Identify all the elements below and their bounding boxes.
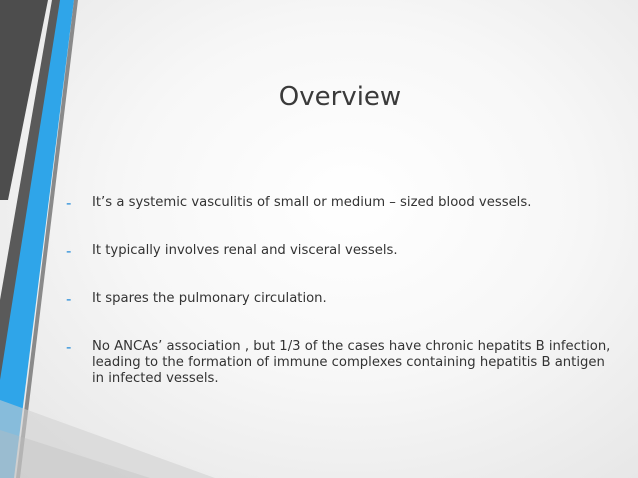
bullet-dash-icon: - (66, 290, 72, 308)
bullet-text-3: It spares the pulmonary circulation. (92, 291, 327, 306)
bullet-dash-icon: - (66, 242, 72, 260)
slide-title: Overview (278, 82, 402, 112)
bullet-item-1 (66, 195, 612, 211)
bullet-item-3 (66, 291, 612, 307)
bullet-text-1: It’s a systemic vasculitis of small or medium – sized blood vessels. (92, 195, 532, 210)
bullet-text-2: It typically involves renal and visceral vessels. (92, 243, 398, 258)
bullet-item-4 (66, 339, 612, 387)
bullet-text-4: No ANCAs’ association , but 1/3 of the cases have chronic hepatits B infection, leading to the formation of immune complexes containing hepatitis B antigen in infected vessels. (92, 339, 611, 386)
bullet-dash-icon: - (66, 194, 72, 212)
bullet-dash-icon: - (66, 338, 72, 356)
bullet-item-2 (66, 243, 612, 259)
bullet-list (66, 195, 612, 419)
